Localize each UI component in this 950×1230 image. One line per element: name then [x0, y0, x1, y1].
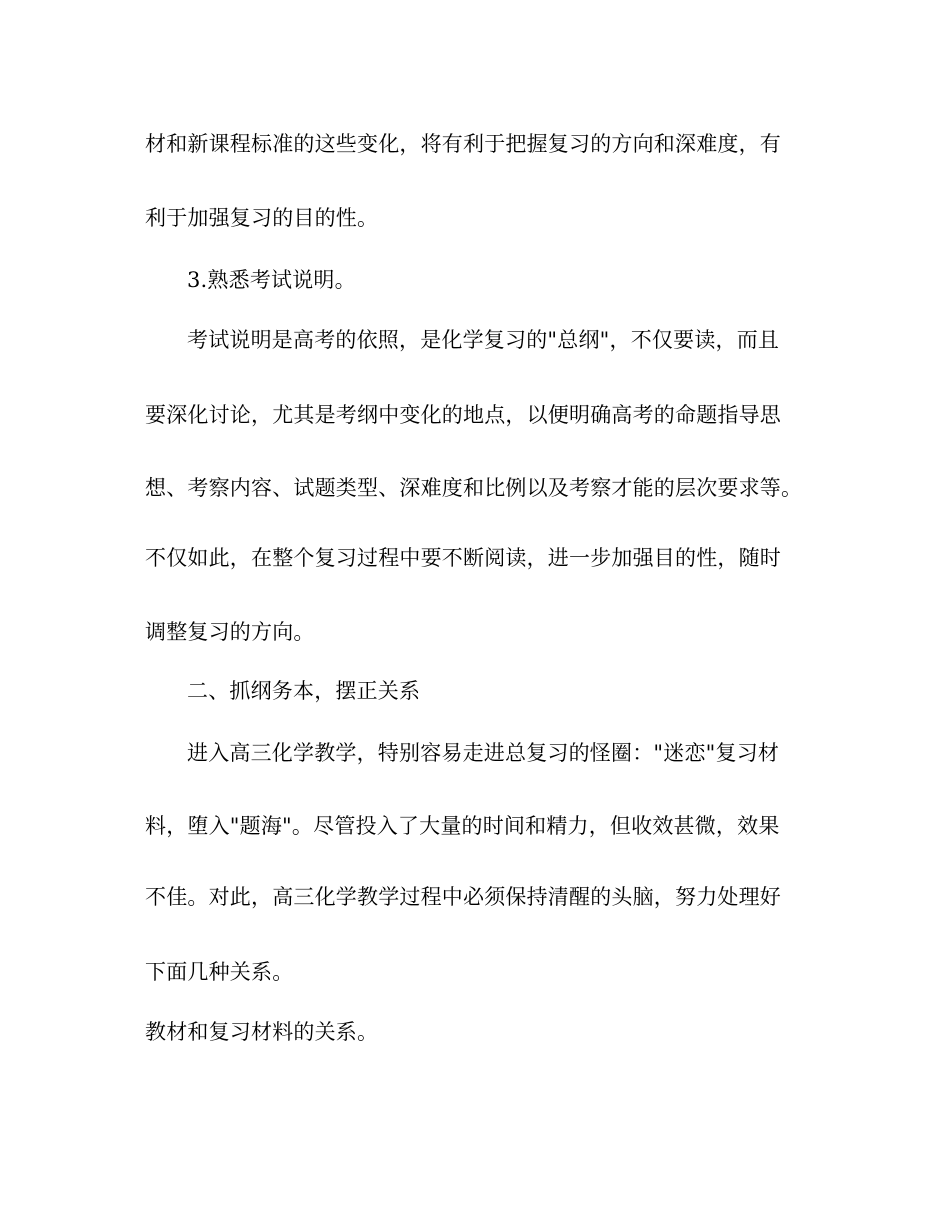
section-heading: 二、抓纲务本，摆正关系 [187, 679, 421, 703]
section-heading: 3.熟悉考试说明。 [187, 268, 356, 292]
paragraph-line: 考试说明是高考的依照，是化学复习的"总纲"，不仅要读，而且 [187, 328, 780, 352]
paragraph-line: 利于加强复习的目的性。 [145, 206, 379, 230]
subsection-heading: 教材和复习材料的关系。 [145, 1020, 379, 1044]
paragraph-line: 要深化讨论，尤其是考纲中变化的地点，以便明确高考的命题指导思 [145, 403, 781, 427]
paragraph-line: 下面几种关系。 [145, 960, 294, 984]
paragraph-line: 调整复习的方向。 [145, 620, 315, 644]
paragraph-line: 不佳。对此，高三化学教学过程中必须保持清醒的头脑，努力处理好 [145, 885, 781, 909]
paragraph-line: 料，堕入"题海"。尽管投入了大量的时间和精力，但收效甚微，效果 [145, 814, 780, 838]
paragraph-line: 材和新课程标准的这些变化，将有利于把握复习的方向和深难度，有 [145, 132, 781, 156]
paragraph-line: 进入高三化学教学，特别容易走进总复习的怪圈："迷恋"复习材 [187, 741, 780, 765]
paragraph-line: 不仅如此，在整个复习过程中要不断阅读，进一步加强目的性，随时 [145, 546, 781, 570]
paragraph-line: 想、考察内容、试题类型、深难度和比例以及考察才能的层次要求等。 [145, 476, 803, 500]
